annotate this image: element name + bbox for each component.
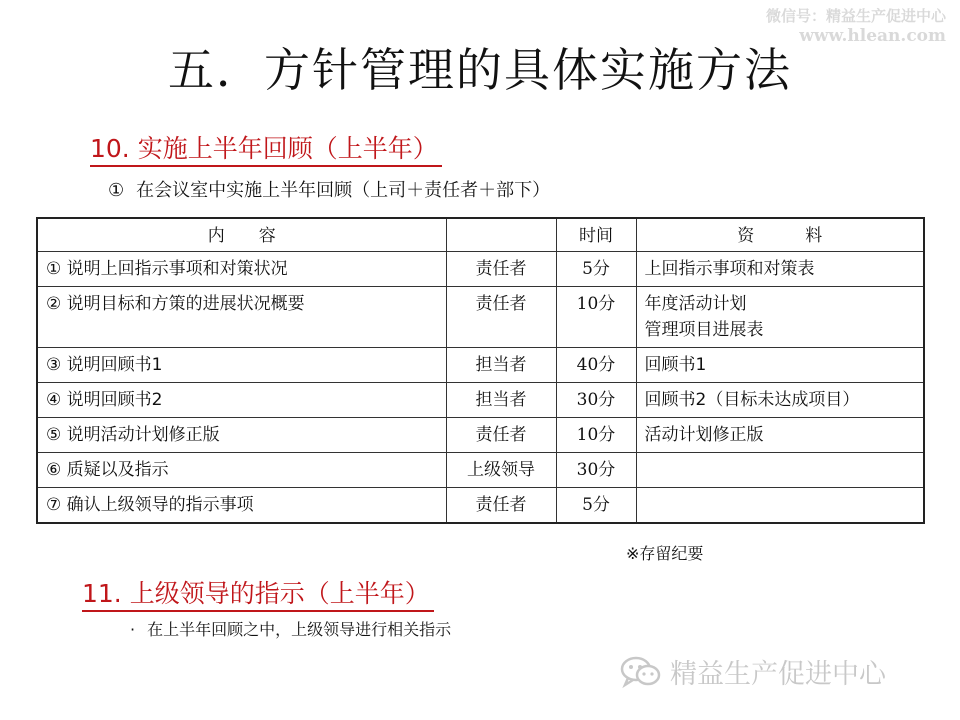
subtitle-text: 在会议室中实施上半年回顾（上司＋责任者＋部下） <box>136 180 551 201</box>
cell-materials <box>636 488 924 524</box>
cell-materials <box>636 418 924 453</box>
watermark-bottom <box>620 652 886 691</box>
cell-content: ④ 说明回顾书2 <box>37 383 446 418</box>
cell-materials <box>636 453 924 488</box>
header-content: 内 容 <box>37 218 446 252</box>
cell-content: ② 说明目标和方策的进展状况概要 <box>37 287 446 348</box>
bullet-text: 在上半年回顾之中，上级领导进行相关指示 <box>147 620 452 639</box>
header-materials: 资 料 <box>636 218 924 252</box>
review-agenda-table <box>36 217 925 524</box>
cell-person: 责任者 <box>446 488 556 524</box>
watermark-org-name: 精益生产促进中心 <box>670 659 886 690</box>
cell-time: 30分 <box>556 453 636 488</box>
material-item: 上回指示事项和对策表 <box>644 259 815 279</box>
cell-time: 5分 <box>556 488 636 524</box>
page-title: 五．方针管理的具体实施方法 <box>168 43 792 97</box>
cell-materials <box>636 348 924 383</box>
material-item: 回顾书1 <box>644 355 707 375</box>
material-item: 回顾书2（目标未达成项目） <box>644 390 860 410</box>
table-row <box>37 453 924 488</box>
section-11-bullet <box>130 619 451 641</box>
material-item: 活动计划修正版 <box>644 425 764 445</box>
header-time: 时间 <box>556 218 636 252</box>
table-row <box>37 383 924 418</box>
cell-person: 责任者 <box>446 252 556 287</box>
cell-person: 责任者 <box>446 418 556 453</box>
watermark-url: www.hlean.com <box>799 26 946 46</box>
table-row <box>37 418 924 453</box>
table-row <box>37 252 924 287</box>
table-row <box>37 488 924 524</box>
cell-materials <box>636 252 924 287</box>
note-keep-minutes: ※存留纪要 <box>626 544 704 563</box>
cell-time: 40分 <box>556 348 636 383</box>
cell-person: 担当者 <box>446 383 556 418</box>
section-10-subtitle <box>108 179 550 203</box>
bullet-dot: · <box>130 620 136 639</box>
table-row <box>37 287 924 348</box>
watermark-wechat-id: 微信号：精益生产促进中心 <box>765 7 946 25</box>
wechat-icon <box>620 655 662 689</box>
cell-content: ⑦ 确认上级领导的指示事项 <box>37 488 446 524</box>
cell-content: ⑥ 质疑以及指示 <box>37 453 446 488</box>
material-item: 年度活动计划 <box>644 294 747 314</box>
cell-content: ③ 说明回顾书1 <box>37 348 446 383</box>
cell-person: 担当者 <box>446 348 556 383</box>
material-item: 管理项目进展表 <box>644 320 764 340</box>
cell-materials <box>636 383 924 418</box>
cell-materials <box>636 287 924 348</box>
cell-person: 责任者 <box>446 287 556 348</box>
table-row <box>37 348 924 383</box>
header-person <box>446 218 556 252</box>
cell-time: 10分 <box>556 287 636 348</box>
cell-person: 上级领导 <box>446 453 556 488</box>
cell-content: ① 说明上回指示事项和对策状况 <box>37 252 446 287</box>
cell-time: 10分 <box>556 418 636 453</box>
cell-time: 5分 <box>556 252 636 287</box>
section-10-heading: 10. 实施上半年回顾（上半年） <box>90 133 442 167</box>
section-11-heading: 11. 上级领导的指示（上半年） <box>82 578 434 612</box>
table-header-row <box>37 218 924 252</box>
cell-content: ⑤ 说明活动计划修正版 <box>37 418 446 453</box>
cell-time: 30分 <box>556 383 636 418</box>
circled-number-1: ① <box>108 180 125 201</box>
